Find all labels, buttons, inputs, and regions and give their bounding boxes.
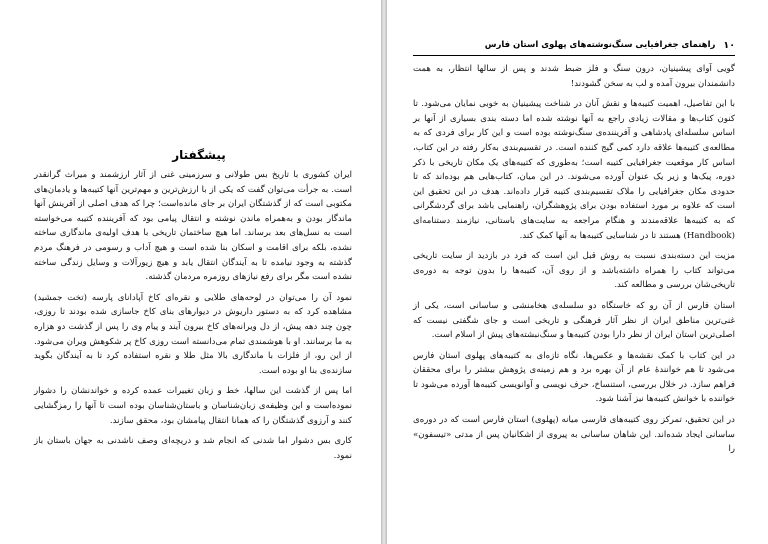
paragraph: گویی آوای پیشینیان، درون سنگ و فلز ضبط شدند و پس از سالها انتظار، به همت دانشمندان بیرون آمده و لب به سخن گشودند! [413,64,735,89]
paragraph: نمود آن را می‌توان در لوحه‌های طلایی و نقره‌ای کاخ آپادانای پارسه (تخت جمشید) مشاهده کرد که به دستور داریوش در دیوارهای بنای کاخ جاسازی شده بودند تا روزی، چون چند دهه پیش، از دل ویرانه‌های کاخ بیرون آیند و پیام وی را پس از گذشت دو هزاره به ما برسانند. او با هوشمندی تمام می‌دانسته است روزی کاخ پر شکوهش ویران می‌شود. از این رو، از فلزات با ماندگاری بالا مثل طلا و نقره استفاده کرد تا به آیندگان بگوید سازنده‌ی بنا او بوده است. [34,292,352,376]
left-page [0,0,381,544]
paragraph: کاری بس دشوار اما شدنی که انجام شد و دریچه‌ای وصف ناشدنی به جهان باستان باز نمود. [34,436,352,461]
paragraph: در این کتاب با کمک نقشه‌ها و عکس‌ها، نگاه تازه‌ای به کتیبه‌های پهلوی استان فارس می‌شود تا هم خوانندهٔ عام از آن بهره برد و هم زمینه‌ی پژوهش بیشتر را برای محققان فراهم سازد. در خلال بررسی، استنساخ، حرف نویسی و آوانویسی کتیبه‌ها آورده می‌شود تا خواننده با خوانش کتیبه‌ها نیز آشنا شود. [413,350,735,405]
paragraph: ایران کشوری با تاریخ بس طولانی و سرزمینی غنی از آثار ارزشمند و میراث گرانقدر است. به جرأت می‌توان گفت که یکی از با ارزش‌ترین و مهم‌ترین آنها کتیبه‌ها و یادمان‌های مکتوبی است که از گذشتگان ایران بر جای مانده‌است؛ چرا که هدف اصلی از آفرینش آنها ماندگار بودن و به‌همراه ماندن نوشته و انتقال پیامی بود که آفریننده کتیبه می‌خواسته است به نسل‌های بعد برساند. اما هیچ ساختمان تاریخی با هدف اولیه‌ی ماندگاری ساخته نشده، بلکه برای اقامت و اسکان بنا شده است و هیچ آداب و رسومی در فرهنگ مردم گذشته به وجود نیامده تا به آیندگان انتقال یابد و هیچ زیورآلات و وسایل زندگی ساخته نشده است مگر برای رفع نیازهای روزمره مردمان گذشته. [34,170,352,283]
paragraph: با این تفاصیل، اهمیت کتیبه‌ها و نقش آنان در شناخت پیشینیان به خوبی نمایان می‌شود. تا کنون کتاب‌ها و مقالات زیادی راجع به آنها نوشته شده اما دسته بندی بسیاری از آنها بر اساس سلسله‌ای پادشاهی و آفریننده‌ی سنگ‌نوشته بوده است و این کار برای فردی که به مطالعه‌ی کتیبه‌ها علاقه دارد کمی گیج کننده است. در تقسیم‌بندی به‌کار رفته در این کتاب، اساس کار موقعیت جغرافیایی کتیبه است؛ به‌طوری که کتیبه‌های یک مکان تاریخی با ذکر دوره، پیک‌ها و زیر یک عنوان آورده می‌شوند. در این میان، کتاب‌هایی هم بوده‌اند که تا حدودی مکان جغرافیایی را ملاک تقسیم‌بندی کتیبه قرار داده‌اند. هدف در این تحقیق این است که علاوه بر مورد استفاده بودن برای پژوهشگران، راهنمایی باشد برای گردشگرانی که به کتیبه‌ها علاقه‌مندند و هنگام مراجعه به سایت‌های باستانی، نیازمند دستنامه‌ای (Handbook) هستند تا در شناسایی کتیبه‌ها به آنها کمک کند. [413,99,735,241]
paragraph: استان فارس از آن رو که خاستگاه دو سلسله‌ی هخامنشی و ساسانی است، یکی از غنی‌ترین مناطق ایران از نظر آثار فرهنگی و تاریخی است و جای شگفتی نیست که اصلی‌ترین استان ایران از نظر دارا بودن کتیبه‌ها و سنگ‌نبشته‌های پیش از اسلام است. [413,300,735,341]
paragraph: اما پس از گذشت این سالها، خط و زبان تغییرات عمده کرده و خواندنشان را دشوار نموده‌است و این وظیفه‌ی زبان‌شناسان و باستان‌شناسان بوده است تا آنها را رمزگشایی کنند و آرزوی گذشتگان را که همانا انتقال پیامشان بود، محقق سازند. [34,386,352,426]
paragraph: مزیت این دسته‌بندی نسبت به روش قبل این است که فرد در بازدید از سایت تاریخی می‌تواند کتاب را همراه داشته‌باشد و از روی آن، کتیبه‌ها را بدون توجه به دوره‌ی تاریخی‌شان بررسی و مطالعه کند. [413,251,735,291]
page-number: ۱۰ [723,39,735,51]
right-page [387,0,768,544]
running-title: راهنمای جغرافیایی سنگ‌نوشته‌های پهلوی استان فارس [484,40,716,50]
running-header [413,37,735,56]
paragraph: در این تحقیق، تمرکز روی کتیبه‌های فارسی میانه (پهلوی) استان فارس است که در دوره‌ی ساسانی ایجاد شده‌اند. این شاهان ساسانی به پیروی از اشکانیان پس از مدتی «تیسفون» را [413,415,735,455]
right-page-body [413,62,735,463]
preface-title: پیشگفتار [172,148,226,162]
left-page-body [34,168,352,469]
